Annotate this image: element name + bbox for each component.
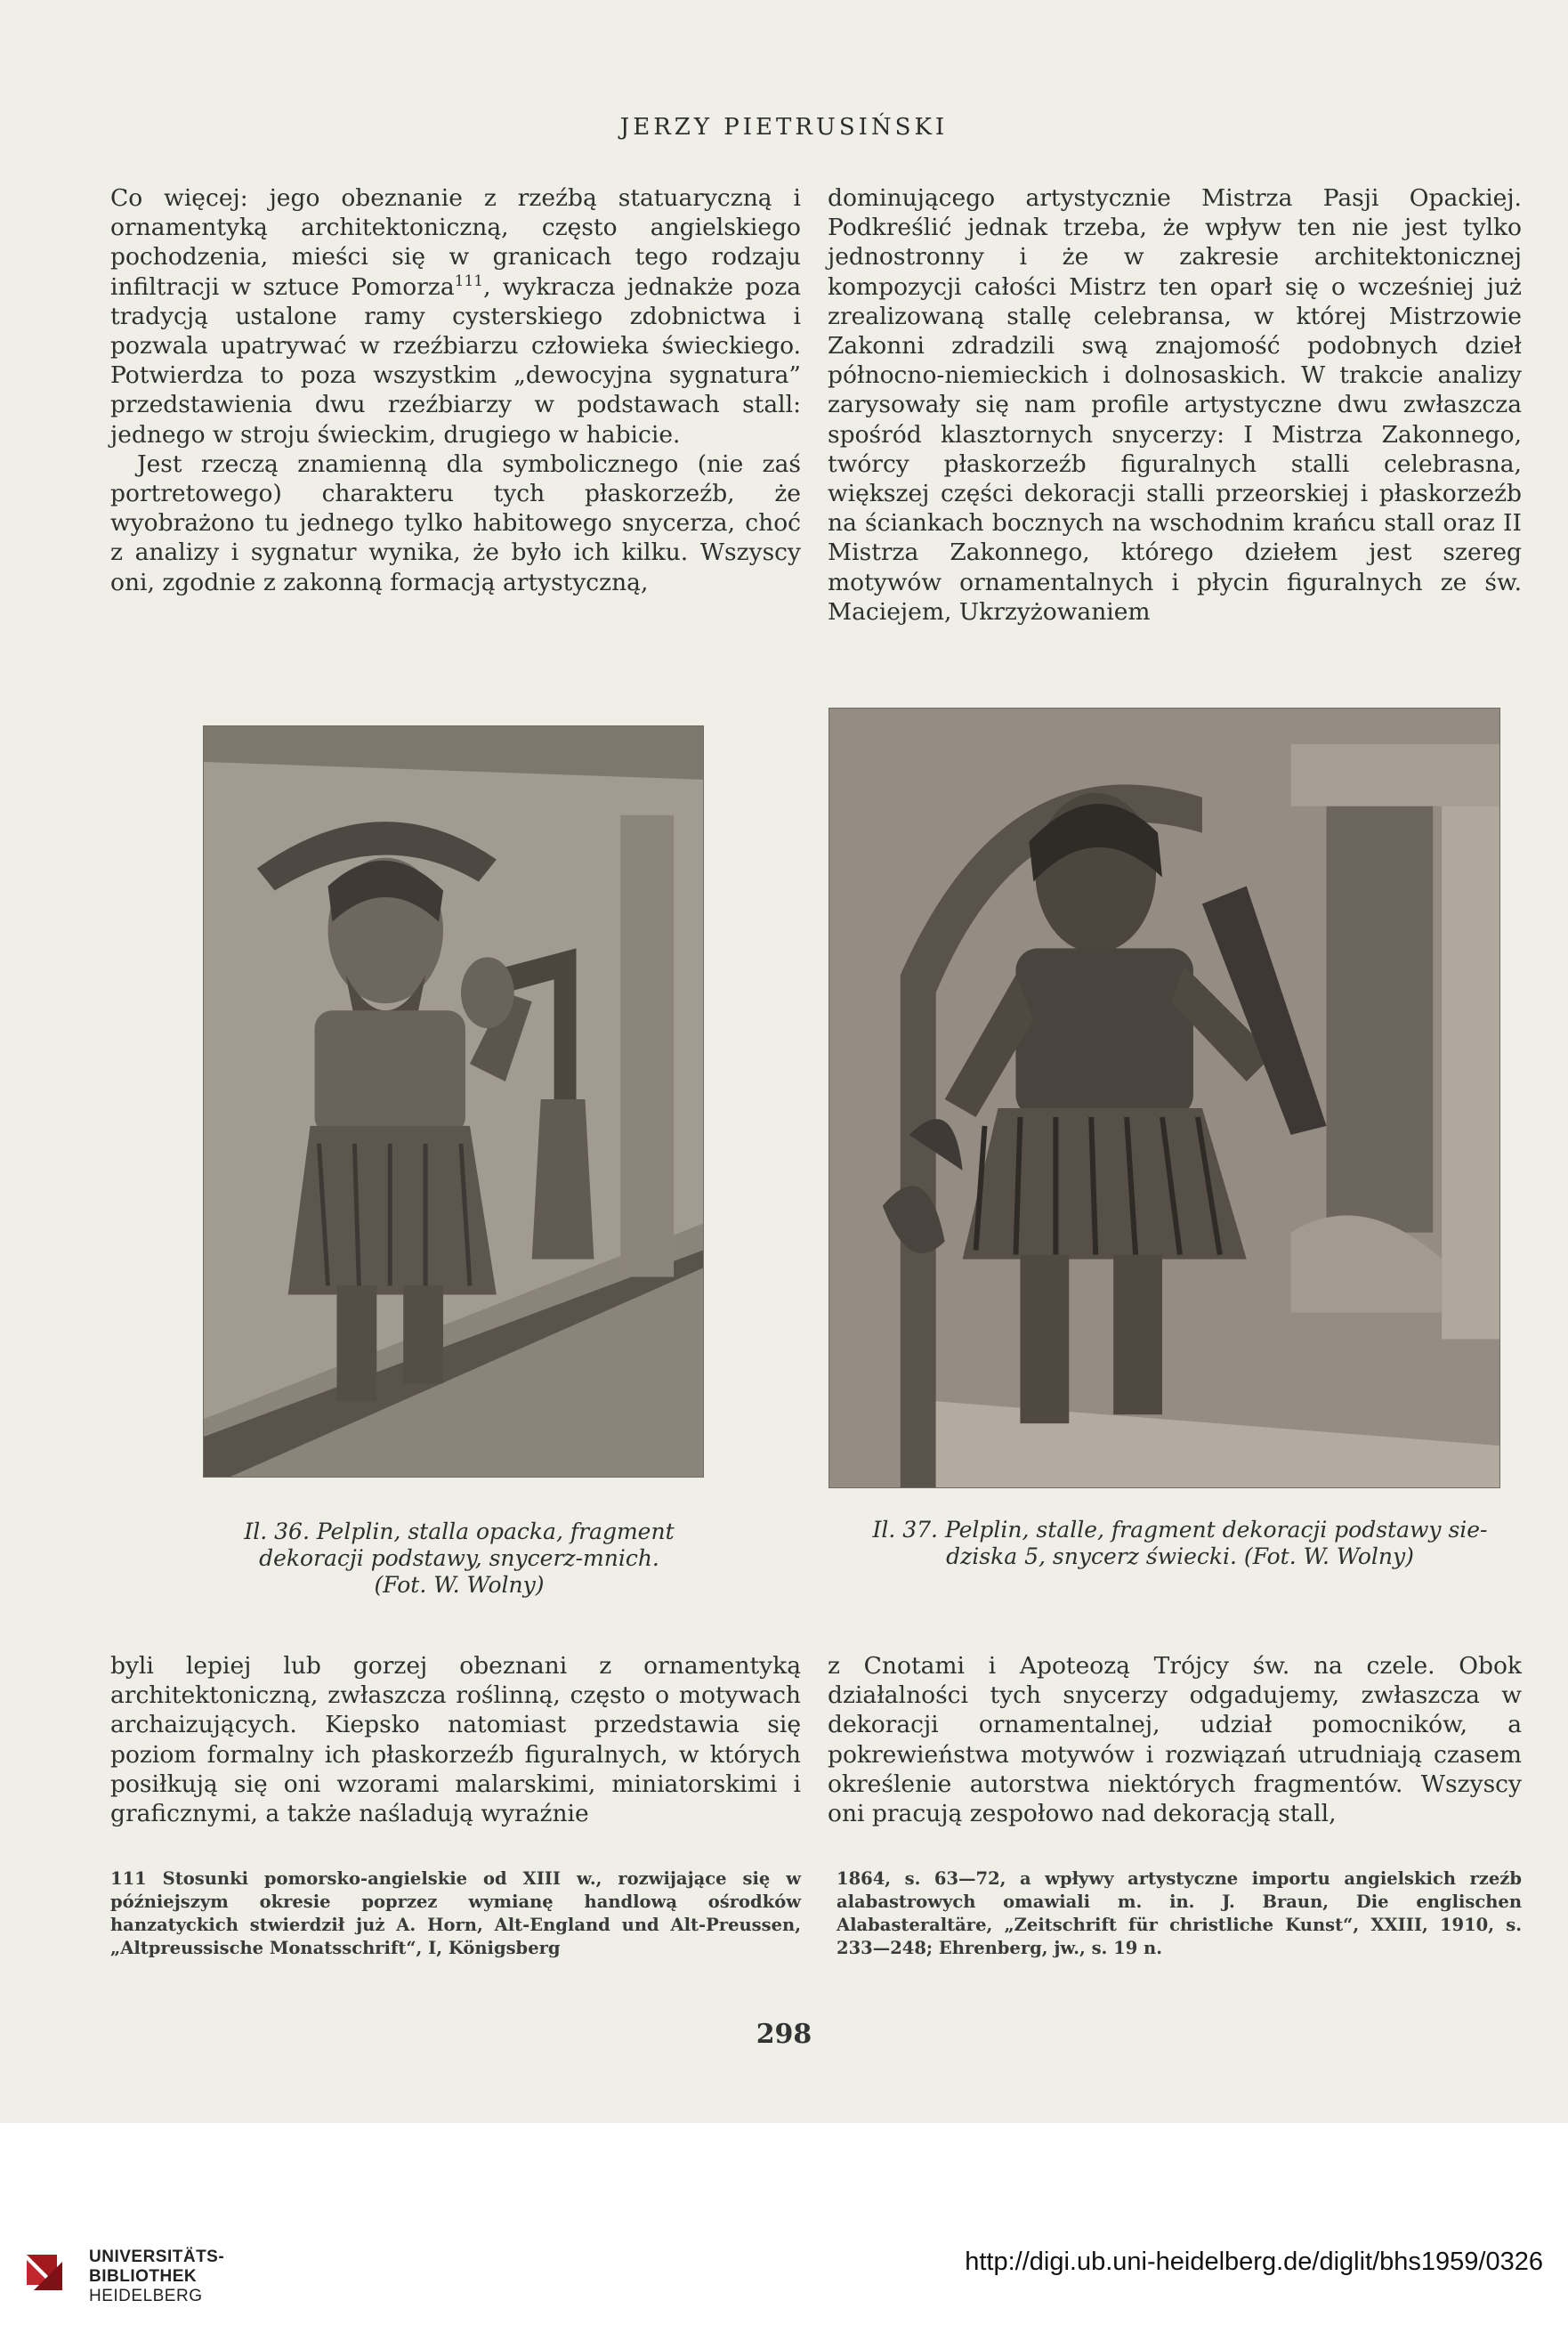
paragraph: z Cnotami i Apoteozą Trójcy św. na czele. Obok działalności tych snycerzy odgadujemy, zwłaszcza w dekoracji ornamentalnej, udział pomocników, a pokrewieństwa motywów i rozwiązań utrudniają czasem określenie autorstwa niektórych fragmentów. Wszyscy oni pracują zespołowo nad dekoracją stall,: [828, 1652, 1522, 1828]
caption-line: dekoracji podstawy, snycerz-mnich.: [259, 1545, 659, 1571]
footnote-right: 1864, s. 63—72, a wpływy artystyczne importu angielskich rzeźb alabastrowych omawiali m. in. J. Braun, Die englischen Alabasteraltäre, „Zeitschrift für christliche Kunst“, XXIII, 1910, s. 233—248; Ehrenberg, jw., s. 19 n.: [837, 1868, 1522, 1958]
relief-monk-image: [204, 726, 703, 1477]
text-column-right-bottom: [828, 1651, 1522, 1828]
footnote-left: 111 Stosunki pomorsko-angielskie od XIII w., rozwijające się w późniejszym okresie poprzez wymianę handlową ośrodków hanzatyckich stwierdził już A. Horn, Alt-England und Alt-Preussen, „Altpreussische Monatsschrift“, I, Königsberg: [110, 1868, 801, 1958]
caption-line: Il. 36. Pelplin, stalla opacka, fragment: [244, 1519, 675, 1544]
library-name-line: UNIVERSITÄTS-: [89, 2248, 225, 2266]
library-footer: [0, 2123, 1568, 2349]
caption-line: dziska 5, snycerz świecki. (Fot. W. Wolny): [946, 1543, 1414, 1569]
library-logo-icon[interactable]: [16, 2246, 78, 2308]
page-number: 298: [756, 2019, 812, 2050]
figure-37-relief-photo: [828, 708, 1500, 1488]
paragraph: Jest rzeczą znamienną dla symbolicznego (nie zaś portretowego) charakteru tych płaskorzeźb, że wyobrażono tu jednego tylko habitowego snycerza, choć z analizy i sygnatur wynika, że było ich kilku. Wszyscy oni, zgodnie z zakonną formacją artystyczną,: [110, 450, 801, 596]
library-name[interactable]: [89, 2248, 224, 2306]
caption-line: Il. 37. Pelplin, stalle, fragment dekoracji podstawy sie-: [872, 1517, 1488, 1543]
caption-line: (Fot. W. Wolny): [374, 1572, 545, 1598]
paragraph: [110, 183, 801, 450]
library-name-line: BIBLIOTHEK: [89, 2267, 198, 2286]
figure-37-caption: [833, 1517, 1527, 1570]
library-name-line: HEIDELBERG: [89, 2287, 203, 2305]
figure-36-caption: [210, 1519, 708, 1599]
text-column-right-top: [828, 183, 1522, 627]
paragraph: dominującego artystycznie Mistrza Pasji Opackiej. Podkreślić jednak trzeba, że wpływ ten nie jest tylko jednostronny i że w zakresie architektonicznej kompozycji całości Mistrz ten oparł się o wcześniej już zrealizowaną stallę celebransa, w której Mistrzowie Zakonni zdradzili swą znajomość podobnych dzieł północno-niemieckich i dolnosaskich. W trakcie analizy zarysowały się nam profile artystyczne dwu zwłaszcza spośród klasztornych snycerzy: I Mistrza Zakonnego, twórcy płaskorzeźb figuralnych stalli celebrasna, większej części dekoracji stalli przeorskiej i płaskorzeźb na ściankach bocznych na wschodnim krańcu stall oraz II Mistrza Zakonnego, którego dziełem jest szereg motywów ornamentalnych i płycin figuralnych ze św. Maciejem, Ukrzyżowaniem: [828, 184, 1522, 626]
paragraph: byli lepiej lub gorzej obeznani z ornamentyką architektoniczną, zwłaszcza roślinną, często o motywach archaizujących. Kiepsko natomiast przedstawia się poziom formalny ich płaskorzeźb figuralnych, w których posiłkują się oni wzorami malarskimi, miniatorskimi i graficznymi, a także naśladują wyraźnie: [110, 1652, 801, 1828]
text-column-left-bottom: [110, 1651, 801, 1828]
document-url-link[interactable]: http://digi.ub.uni-heidelberg.de/diglit/bhs1959/0326: [965, 2248, 1543, 2276]
figure-36-relief-photo: [203, 725, 704, 1478]
document-url[interactable]: [965, 2248, 1543, 2277]
paragraph-text: Co więcej: jego obeznanie z rzeźbą statuaryczną i ornamentyką architektoniczną, często angielskiego pochodzenia, mieści się w granicach tego rodzaju infiltracji w sztuce Pomorza: [110, 184, 801, 301]
text-column-left-top: [110, 183, 801, 597]
footnote-ref[interactable]: 111: [454, 271, 484, 290]
running-head: JERZY PIETRUSIŃSKI: [619, 114, 949, 141]
relief-layman-image: [829, 709, 1499, 1487]
paragraph-text: , wykracza jednakże poza tradycją ustalone ramy cysterskiego zdobnictwa i pozwala upatrywać w rzeźbiarzu człowieka świeckiego. Potwierdza to poza wszystkim „dewocyjna sygnatura” przedstawienia dwu rzeźbiarzy w podstawach stall: jednego w stroju świeckim, drugiego w habicie.: [110, 272, 801, 449]
